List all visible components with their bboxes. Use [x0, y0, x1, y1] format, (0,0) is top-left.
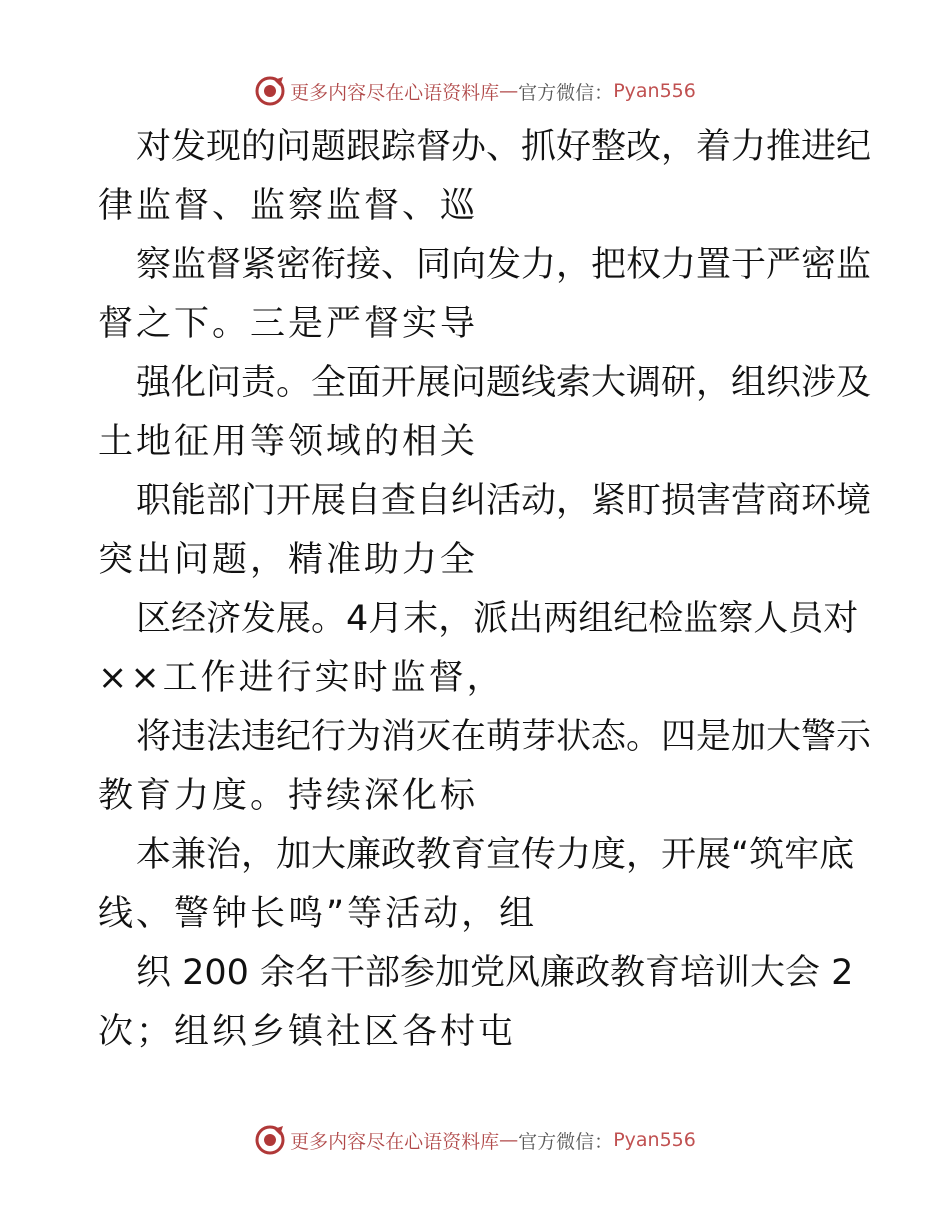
text-line: 察监督紧密衔接、同向发力，把权力置于严密监 — [136, 245, 872, 285]
banner-dash: — — [499, 1129, 519, 1151]
text-line: 教育力度。持续深化标 — [98, 776, 479, 816]
banner-label: 更多内容尽在心语资料库 — [290, 81, 500, 104]
text-line: 职能部门开展自查自纠活动，紧盯损害营商环境 — [136, 481, 872, 521]
brand-logo-icon — [254, 75, 286, 107]
text-line: 对发现的问题跟踪督办、抓好整改，着力推进纪 — [136, 127, 872, 167]
banner-wechat-label: 官方微信： — [518, 1130, 614, 1153]
banner-wechat-label: 官方微信： — [518, 81, 614, 104]
text-line: 督之下。三是严督实导 — [98, 304, 479, 344]
text-line: 土地征用等领域的相关 — [98, 422, 479, 462]
text-line: 将违法违纪行为消灭在萌芽状态。四是加大警示 — [136, 717, 872, 757]
text-line: 区经济发展。4月末，派出两组纪检监察人员对 — [136, 599, 859, 639]
text-line: ××工作进行实时监督， — [98, 658, 505, 698]
text-line: 线、警钟长鸣”等活动，组 — [98, 894, 538, 934]
text-line: 强化问责。全面开展问题线索大调研，组织涉及 — [136, 363, 872, 403]
brand-logo-icon — [254, 1124, 286, 1156]
text-line: 织 200 余名干部参加党风廉政教育培训大会 2 — [136, 953, 854, 993]
text-line: 突出问题，精准助力全 — [98, 540, 479, 580]
text-line: 次；组织乡镇社区各村屯 — [98, 1012, 517, 1052]
banner-label: 更多内容尽在心语资料库 — [290, 1130, 500, 1153]
footer-banner — [0, 1120, 950, 1160]
banner-account: Pyan556 — [613, 80, 696, 102]
text-line: 本兼治，加大廉政教育宣传力度，开展“筑牢底 — [136, 835, 855, 875]
header-banner — [0, 71, 950, 111]
banner-dash: — — [499, 80, 519, 102]
text-line: 律监督、监察监督、巡 — [98, 186, 479, 226]
banner-account: Pyan556 — [613, 1129, 696, 1151]
